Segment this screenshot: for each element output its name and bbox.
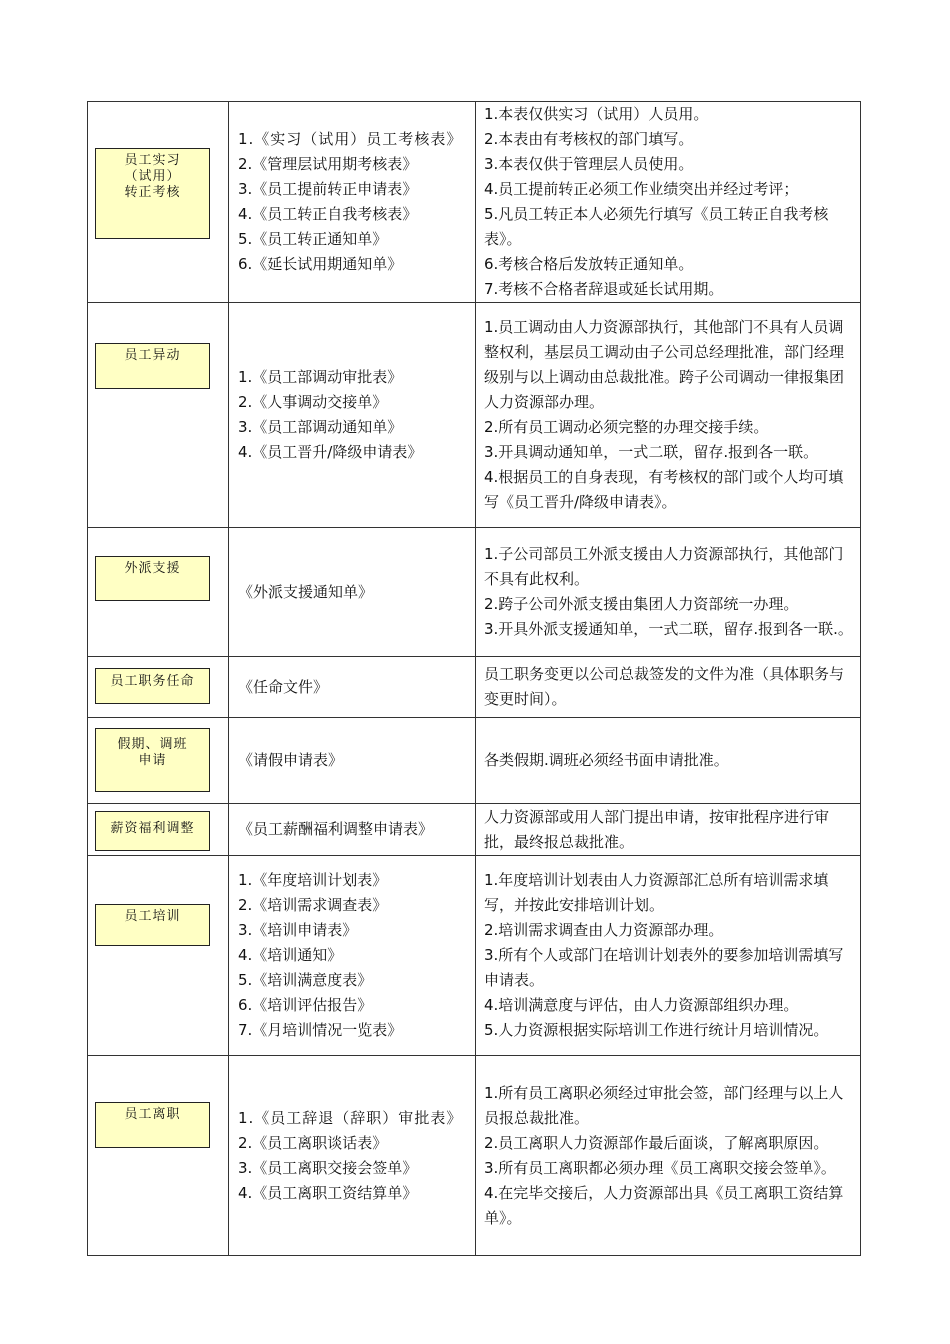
- list-item: 7.《月培训情况一览表》: [238, 1021, 403, 1039]
- hr-procedure-table: [87, 101, 861, 1256]
- category-cell: [88, 856, 229, 1056]
- list-item: 4.《员工晋升/降级申请表》: [238, 443, 423, 461]
- list-item: 2.所有员工调动必须完整的办理交接手续。: [484, 418, 769, 436]
- list-item: 1.《年度培训计划表》: [238, 871, 388, 889]
- list-item: 6.考核合格后发放转正通知单。: [484, 255, 694, 273]
- category-cell: [88, 718, 229, 804]
- list-item: 3.所有员工离职都必须办理《员工离职交接会签单》。: [484, 1158, 836, 1177]
- category-cell: [88, 1056, 229, 1256]
- table-row: [88, 657, 861, 718]
- notes-cell: [476, 657, 861, 718]
- form-list: [229, 1106, 475, 1206]
- list-item: 4.《培训通知》: [238, 946, 343, 964]
- list-item: 3.《员工提前转正申请表》: [238, 180, 418, 198]
- list-item: 2.《培训需求调查表》: [238, 896, 388, 914]
- list-item: 5.《培训满意度表》: [238, 971, 373, 989]
- forms-cell: [229, 303, 476, 528]
- note-list: [476, 1081, 860, 1231]
- list-item: 2.跨子公司外派支援由集团人力资部统一办理。: [484, 595, 799, 613]
- category-label: 员工培训: [95, 904, 210, 946]
- table-row: [88, 528, 861, 657]
- notes-cell: [476, 303, 861, 528]
- list-item: 1.所有员工离职必须经过审批会签，部门经理与以上人员报总裁批准。: [484, 1083, 844, 1127]
- table-row: [88, 856, 861, 1056]
- list-item: 1.员工调动由人力资源部执行，其他部门不具有人员调整权利，基层员工调动由子公司总经理批准，部门经理级别与以上调动由总裁批准。跨子公司调动一律报集团人力资源部办理。: [484, 318, 845, 411]
- note-list: [476, 868, 860, 1043]
- category-label: 薪资福利调整: [95, 811, 210, 851]
- form-list: [229, 675, 475, 700]
- list-item: 4.在完毕交接后，人力资源部出具《员工离职工资结算单》。: [484, 1183, 844, 1227]
- notes-cell: [476, 718, 861, 804]
- list-item: 1.年度培训计划表由人力资源部汇总所有培训需求填写，并按此安排培训计划。: [484, 871, 829, 914]
- category-label: 员工异动: [95, 343, 210, 389]
- category-cell: [88, 102, 229, 303]
- table-row: [88, 102, 861, 303]
- list-item: 员工职务变更以公司总裁签发的文件为准（具体职务与变更时间）。: [484, 665, 845, 708]
- list-item: 4.培训满意度与评估，由人力资源部组织办理。: [484, 996, 799, 1014]
- category-cell: [88, 657, 229, 718]
- forms-cell: [229, 804, 476, 856]
- list-item: 3.《培训申请表》: [238, 921, 358, 939]
- list-item: 2.《人事调动交接单》: [238, 393, 388, 411]
- note-list: [476, 542, 860, 642]
- notes-cell: [476, 804, 861, 856]
- list-item: 6.《延长试用期通知单》: [238, 255, 403, 273]
- notes-cell: [476, 528, 861, 657]
- forms-cell: [229, 657, 476, 718]
- list-item: 6.《培训评估报告》: [238, 996, 373, 1014]
- list-item: 《员工薪酬福利调整申请表》: [238, 820, 434, 838]
- forms-cell: [229, 102, 476, 303]
- forms-cell: [229, 856, 476, 1056]
- category-label: 假期、调班 申请: [95, 728, 210, 792]
- notes-cell: [476, 856, 861, 1056]
- note-list: [476, 748, 860, 773]
- list-item: 《外派支援通知单》: [238, 582, 374, 601]
- list-item: 1.《员工部调动审批表》: [238, 368, 403, 386]
- list-item: 2.《员工离职谈话表》: [238, 1133, 388, 1152]
- list-item: 1.《实习（试用）员工考核表》: [238, 130, 463, 148]
- category-cell: [88, 528, 229, 657]
- note-list: [476, 102, 860, 302]
- category-cell: [88, 303, 229, 528]
- list-item: 2.员工离职人力资源部作最后面谈，了解离职原因。: [484, 1133, 829, 1152]
- table-row: [88, 303, 861, 528]
- list-item: 4.员工提前转正必须工作业绩突出并经过考评；: [484, 180, 799, 198]
- list-item: 3.《员工部调动通知单》: [238, 418, 403, 436]
- list-item: 2.培训需求调查由人力资源部办理。: [484, 921, 724, 939]
- list-item: 2.《管理层试用期考核表》: [238, 155, 418, 173]
- form-list: [229, 580, 475, 605]
- list-item: 4.《员工转正自我考核表》: [238, 205, 418, 223]
- forms-cell: [229, 1056, 476, 1256]
- note-list: [476, 805, 860, 855]
- form-list: [229, 365, 475, 465]
- table-row: [88, 1056, 861, 1256]
- list-item: 《任命文件》: [238, 677, 329, 696]
- category-label: 员工实习 （试用） 转正考核: [95, 148, 210, 239]
- category-label: 员工职务任命: [95, 668, 210, 704]
- category-label: 外派支援: [95, 556, 210, 601]
- note-list: [476, 662, 860, 712]
- forms-cell: [229, 718, 476, 804]
- list-item: 5.《员工转正通知单》: [238, 230, 388, 248]
- list-item: 3.开具调动通知单，一式二联，留存.报到各一联。: [484, 443, 819, 461]
- list-item: 3.开具外派支援通知单，一式二联，留存.报到各一联.。: [484, 620, 853, 638]
- forms-cell: [229, 528, 476, 657]
- list-item: 1.子公司部员工外派支援由人力资源部执行，其他部门不具有此权利。: [484, 545, 844, 588]
- list-item: 4.根据员工的自身表现，有考核权的部门或个人均可填写《员工晋升/降级申请表》。: [484, 468, 844, 511]
- list-item: 3.所有个人或部门在培训计划表外的要参加培训需填写申请表。: [484, 946, 844, 989]
- list-item: 人力资源部或用人部门提出申请，按审批程序进行审批，最终报总裁批准。: [484, 807, 830, 851]
- list-item: 7.考核不合格者辞退或延长试用期。: [484, 280, 724, 298]
- form-list: [229, 127, 475, 277]
- category-cell: [88, 804, 229, 856]
- table-row: [88, 718, 861, 804]
- table-row: [88, 804, 861, 856]
- form-list: [229, 748, 475, 773]
- list-item: 各类假期.调班必须经书面申请批准。: [484, 751, 729, 769]
- note-list: [476, 315, 860, 515]
- list-item: 3.本表仅供于管理层人员使用。: [484, 155, 694, 173]
- list-item: 1.本表仅供实习（试用）人员用。: [484, 105, 709, 123]
- list-item: 5.凡员工转正本人必须先行填写《员工转正自我考核表》。: [484, 205, 829, 248]
- list-item: 2.本表由有考核权的部门填写。: [484, 130, 694, 148]
- category-label: 员工离职: [95, 1102, 210, 1148]
- form-list: [229, 868, 475, 1043]
- list-item: 《请假申请表》: [238, 751, 344, 769]
- list-item: 1.《员工辞退（辞职）审批表》: [238, 1108, 463, 1127]
- list-item: 4.《员工离职工资结算单》: [238, 1183, 418, 1202]
- form-list: [229, 817, 475, 842]
- notes-cell: [476, 102, 861, 303]
- list-item: 5.人力资源根据实际培训工作进行统计月培训情况。: [484, 1021, 829, 1039]
- notes-cell: [476, 1056, 861, 1256]
- list-item: 3.《员工离职交接会签单》: [238, 1158, 418, 1177]
